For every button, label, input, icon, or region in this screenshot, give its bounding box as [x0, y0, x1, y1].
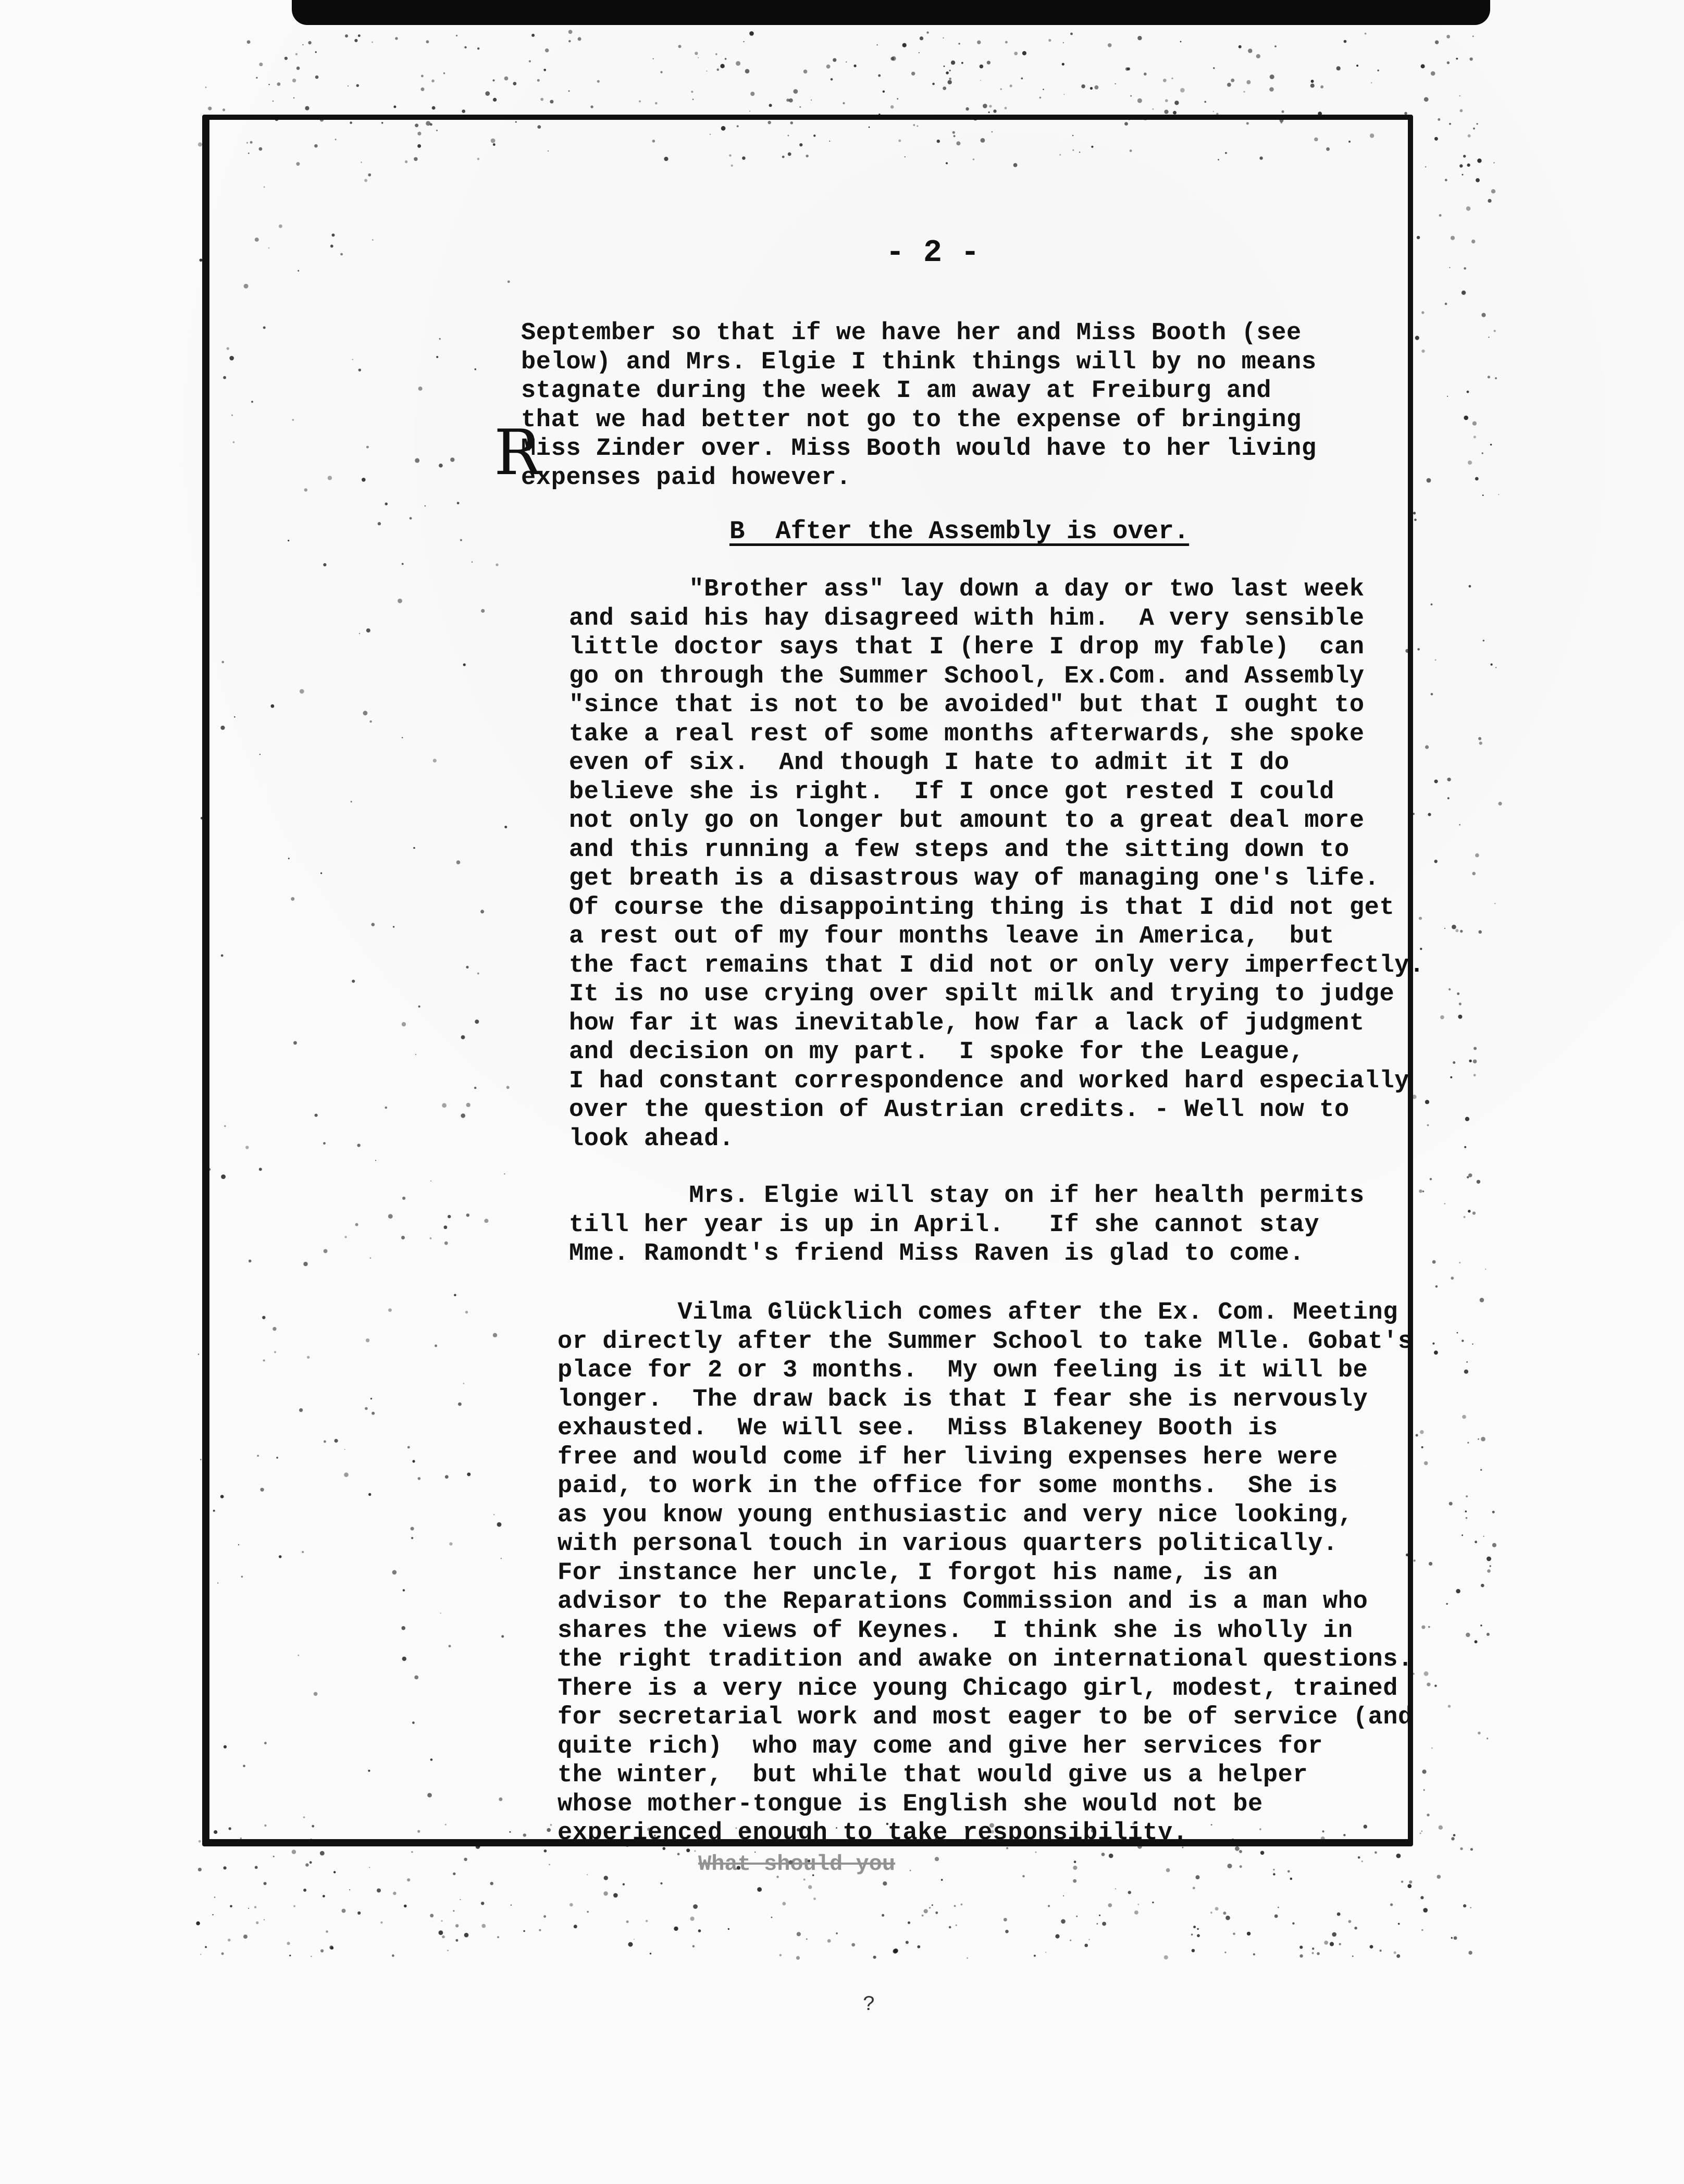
text-line: look ahead.: [569, 1125, 734, 1153]
text-line: advisor to the Reparations Commission and is a man who: [558, 1588, 1368, 1616]
text-line: quite rich) who may come and give her services for: [558, 1732, 1323, 1760]
text-line: Mme. Ramondt's friend Miss Raven is glad to come.: [569, 1240, 1305, 1268]
text-line: as you know young enthusiastic and very nice looking,: [558, 1501, 1353, 1529]
text-line: believe she is right. If I once got rested I could: [569, 778, 1335, 806]
text-line: whose mother-tongue is English she would not be: [558, 1790, 1263, 1818]
text-line: a rest out of my four months leave in America, but: [569, 923, 1335, 950]
text-line: that we had better not go to the expense of bringing: [521, 406, 1302, 434]
paragraph-2: [569, 575, 1559, 1153]
text-line: Miss Zinder over. Miss Booth would have to her living: [521, 435, 1317, 463]
text-line: Vilma Glücklich comes after the Ex. Com. Meeting: [558, 1299, 1398, 1326]
text-line: and decision on my part. I spoke for the League,: [569, 1038, 1305, 1066]
text-line: I had constant correspondence and worked hard especially: [569, 1067, 1410, 1095]
bottom-mark: ?: [863, 1993, 876, 2017]
text-line: free and would come if her living expenses here were: [558, 1443, 1338, 1471]
text-line: expenses paid however.: [521, 464, 851, 492]
text-line: how far it was inevitable, how far a lack of judgment: [569, 1009, 1365, 1037]
text-line: take a real rest of some months afterwards, she spoke: [569, 720, 1365, 748]
struck-out-line: What should you: [698, 1852, 896, 1877]
text-line: the winter, but while that would give us a helper: [558, 1761, 1308, 1789]
text-line: exhausted. We will see. Miss Blakeney Booth is: [558, 1414, 1278, 1442]
text-line: September so that if we have her and Miss Booth (see: [521, 319, 1302, 347]
text-line: For instance her uncle, I forgot his name, is an: [558, 1559, 1278, 1587]
text-line: stagnate during the week I am away at Freiburg and: [521, 377, 1272, 405]
text-line: not only go on longer but amount to a great deal more: [569, 807, 1365, 835]
text-line: "since that is not to be avoided" but that I ought to: [569, 691, 1365, 719]
text-line: or directly after the Summer School to take Mlle. Gobat's: [558, 1327, 1413, 1356]
text-line: It is no use crying over spilt milk and trying to judge: [569, 981, 1395, 1008]
paragraph-3: [569, 1182, 1559, 1269]
text-line: Mrs. Elgie will stay on if her health permits: [569, 1182, 1365, 1210]
text-line: below) and Mrs. Elgie I think things will by no means: [521, 348, 1317, 376]
text-line: the right tradition and awake on international questions.: [558, 1646, 1413, 1673]
text-line: paid, to work in the office for some months. She is: [558, 1472, 1338, 1500]
text-line: go on through the Summer School, Ex.Com. and Assembly: [569, 662, 1365, 690]
text-line: shares the views of Keynes. I think she is wholly in: [558, 1617, 1353, 1645]
text-line: and this running a few steps and the sitting down to: [569, 836, 1349, 864]
text-line: and said his hay disagreed with him. A very sensible: [569, 604, 1365, 632]
margin-mark: R: [494, 417, 541, 489]
text-line: little doctor says that I (here I drop my fable) can: [569, 634, 1365, 661]
text-line: with personal touch in various quarters politically.: [558, 1530, 1338, 1558]
text-line: for secretarial work and most eager to be of service (and: [558, 1704, 1413, 1731]
page-number: - 2 -: [886, 235, 980, 271]
paragraph-4: [558, 1298, 1547, 1848]
text-line: longer. The draw back is that I fear she is nervously: [558, 1385, 1368, 1413]
text-line: place for 2 or 3 months. My own feeling is it will be: [558, 1357, 1368, 1384]
section-heading: B After the Assembly is over.: [729, 517, 1190, 546]
text-line: experienced enough to take responsibility.: [558, 1819, 1188, 1847]
text-line: over the question of Austrian credits. - Well now to: [569, 1096, 1349, 1124]
text-line: There is a very nice young Chicago girl, modest, trained: [558, 1674, 1398, 1703]
paragraph-1: [521, 319, 1511, 492]
text-line: even of six. And though I hate to admit it I do: [569, 749, 1290, 777]
text-line: "Brother ass" lay down a day or two last week: [569, 576, 1365, 603]
text-line: get breath is a disastrous way of managing one's life.: [569, 865, 1380, 892]
text-line: till her year is up in April. If she cannot stay: [569, 1211, 1320, 1239]
text-line: the fact remains that I did not or only very imperfectly.: [569, 951, 1425, 979]
text-line: Of course the disappointing thing is that I did not get: [569, 894, 1395, 922]
